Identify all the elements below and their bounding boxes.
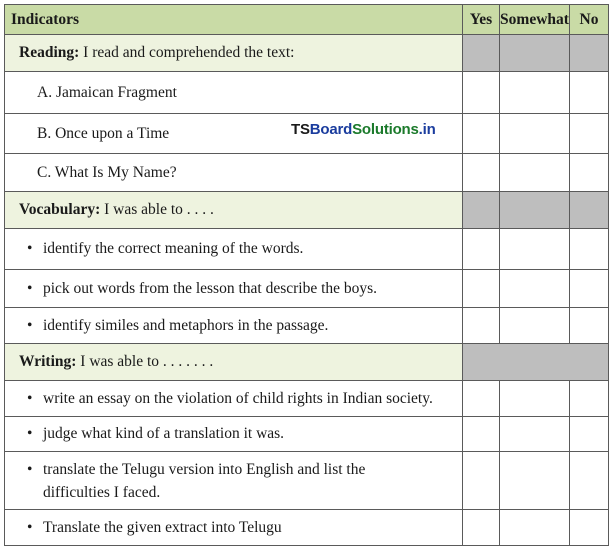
rating-cell-somewhat[interactable] — [500, 381, 570, 417]
rating-cell-somewhat[interactable] — [500, 510, 570, 546]
rating-cell-disabled — [463, 344, 609, 381]
rating-cell-somewhat[interactable] — [500, 308, 570, 344]
rating-cell-yes[interactable] — [463, 72, 500, 114]
section-reading — [5, 35, 463, 72]
rating-cell-disabled — [463, 192, 500, 229]
indicator-text: pick out words from the lesson that describe the boys. — [43, 279, 378, 297]
table-row — [5, 229, 609, 270]
indicator-text: identify similes and metaphors in the passage. — [43, 316, 329, 334]
rating-cell-no[interactable] — [570, 229, 609, 270]
section-row-writing — [5, 344, 609, 381]
rating-cell-yes[interactable] — [463, 308, 500, 344]
bullet-icon: • — [27, 425, 33, 442]
indicator-cell — [5, 452, 463, 510]
header-row — [5, 5, 609, 35]
rating-cell-disabled — [570, 35, 609, 72]
rating-cell-yes[interactable] — [463, 114, 500, 154]
rating-cell-no[interactable] — [570, 417, 609, 452]
rating-cell-no[interactable] — [570, 114, 609, 154]
watermark-part: Solutions — [352, 121, 419, 138]
header-indicators: Indicators — [5, 5, 463, 35]
table-row — [5, 417, 609, 452]
section-text: I was able to . . . . . . . — [80, 353, 214, 370]
rating-cell-no[interactable] — [570, 154, 609, 192]
table-row — [5, 308, 609, 344]
rating-cell-somewhat[interactable] — [500, 417, 570, 452]
section-row-reading — [5, 35, 609, 72]
indicator-cell — [5, 308, 463, 344]
section-label: Reading: — [19, 44, 80, 61]
watermark-part: Board — [309, 121, 353, 138]
indicator-text: A. Jamaican Fragment — [5, 72, 463, 114]
watermark — [291, 121, 436, 138]
rating-cell-no[interactable] — [570, 381, 609, 417]
indicator-cell — [5, 381, 463, 417]
section-text: I was able to . . . . — [104, 201, 214, 218]
bullet-icon: • — [27, 389, 33, 407]
header-no: No — [570, 5, 609, 35]
table-row — [5, 381, 609, 417]
rating-cell-somewhat[interactable] — [500, 154, 570, 192]
indicator-cell — [5, 229, 463, 270]
table-row — [5, 510, 609, 546]
bullet-icon: • — [27, 518, 33, 536]
rating-cell-somewhat[interactable] — [500, 114, 570, 154]
rating-cell-yes[interactable] — [463, 229, 500, 270]
rating-cell-yes[interactable] — [463, 452, 500, 510]
section-label: Writing: — [19, 353, 77, 370]
rating-cell-disabled — [570, 192, 609, 229]
rating-cell-yes[interactable] — [463, 417, 500, 452]
table-row — [5, 72, 609, 114]
rating-cell-no[interactable] — [570, 72, 609, 114]
indicator-cell — [5, 270, 463, 308]
watermark-part: TS — [291, 121, 310, 138]
rating-cell-no[interactable] — [570, 270, 609, 308]
indicator-text: Translate the given extract into Telugu — [43, 518, 282, 536]
header-yes: Yes — [463, 5, 500, 35]
indicator-text: write an essay on the violation of child rights in Indian society. — [43, 389, 433, 407]
bullet-icon: • — [27, 279, 33, 297]
rating-cell-no[interactable] — [570, 510, 609, 546]
bullet-icon: • — [27, 460, 33, 478]
indicator-cell — [5, 510, 463, 546]
bullet-icon: • — [27, 240, 33, 257]
rating-cell-disabled — [463, 35, 500, 72]
watermark-part: .in — [418, 121, 436, 138]
rating-cell-somewhat[interactable] — [500, 72, 570, 114]
self-assessment-table — [4, 4, 608, 538]
table-row — [5, 270, 609, 308]
section-label: Vocabulary: — [19, 201, 101, 218]
rating-cell-disabled — [500, 192, 570, 229]
table-row — [5, 452, 609, 510]
indicator-cell — [5, 417, 463, 452]
bullet-icon: • — [27, 316, 33, 334]
indicator-text: translate the Telugu version into English and list the difficulties I faced. — [43, 460, 366, 501]
indicators-table — [4, 4, 609, 546]
header-somewhat: Somewhat — [500, 5, 570, 35]
rating-cell-disabled — [500, 35, 570, 72]
section-writing — [5, 344, 463, 381]
table-row — [5, 154, 609, 192]
rating-cell-yes[interactable] — [463, 154, 500, 192]
rating-cell-somewhat[interactable] — [500, 229, 570, 270]
section-text: I read and comprehended the text: — [83, 44, 295, 61]
rating-cell-no[interactable] — [570, 308, 609, 344]
rating-cell-yes[interactable] — [463, 270, 500, 308]
indicator-text: C. What Is My Name? — [5, 154, 463, 192]
indicator-text: identify the correct meaning of the words. — [43, 240, 304, 257]
indicator-text: judge what kind of a translation it was. — [43, 425, 285, 442]
rating-cell-somewhat[interactable] — [500, 270, 570, 308]
section-row-vocabulary — [5, 192, 609, 229]
section-vocabulary — [5, 192, 463, 229]
rating-cell-yes[interactable] — [463, 510, 500, 546]
indicator-text: B. Once upon a Time — [5, 114, 463, 154]
rating-cell-no[interactable] — [570, 452, 609, 510]
rating-cell-somewhat[interactable] — [500, 452, 570, 510]
rating-cell-yes[interactable] — [463, 381, 500, 417]
